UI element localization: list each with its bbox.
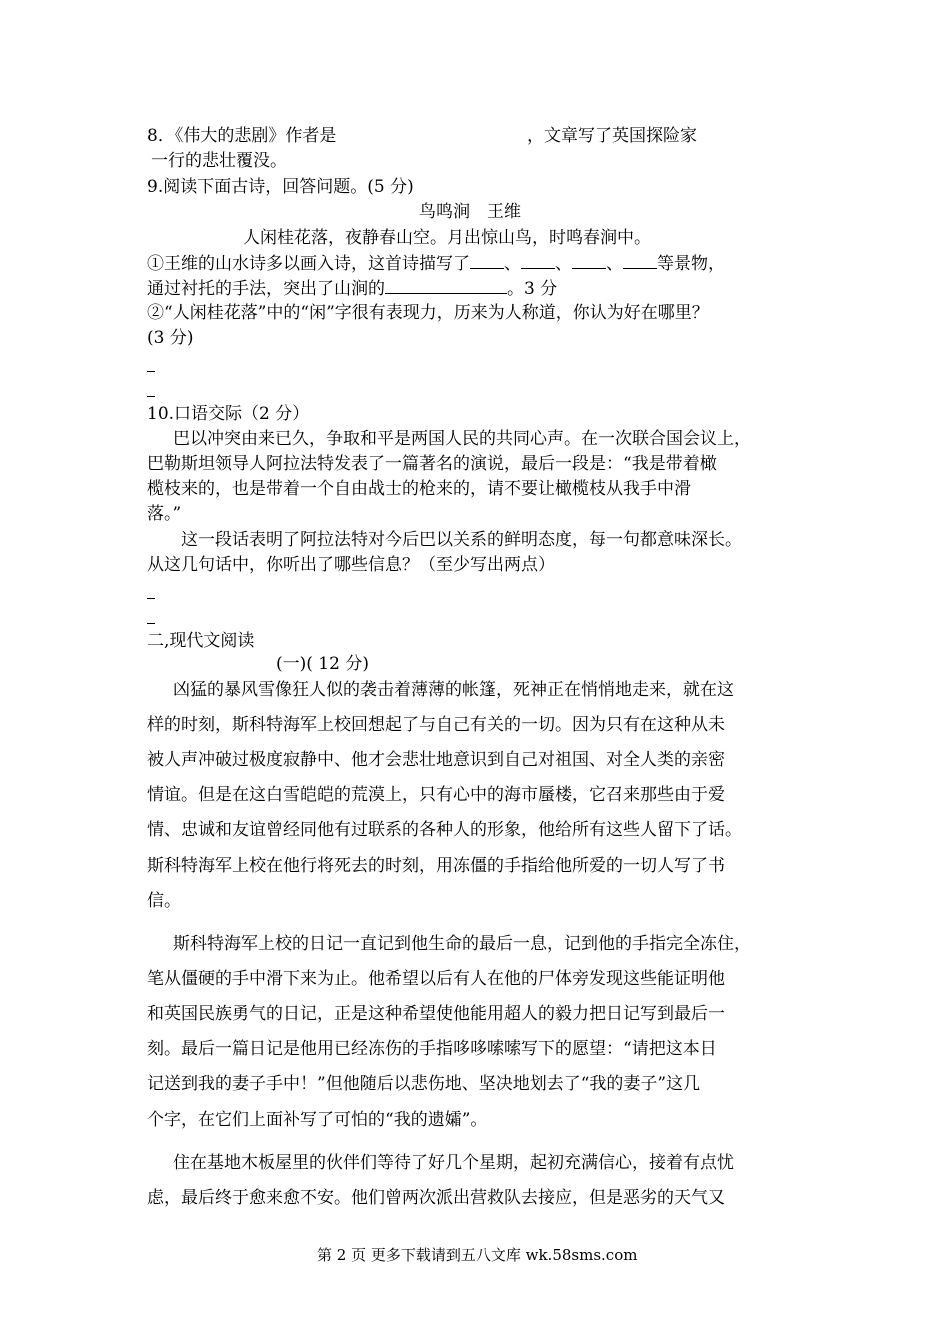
separator: 、 [504,254,521,274]
para1-line: 样的时刻，斯科特海军上校回想起了与自己有关的一切。因为只有在这种从未 [147,715,725,735]
q10-p2-line: 这一段话表明了阿拉法特对今后巴以关系的鲜明态度，每一句都意味深长。 [181,530,742,550]
q8-line1 [147,125,336,147]
q10-p1-line: 巴勒斯坦领导人阿拉法特发表了一篇著名的演说，最后一段是：“我是带着橄 [147,454,717,474]
para1-line: 情谊。但是在这白雪皑皑的荒漠上，只有心中的海市蜃楼，它召来那些由于爱 [147,785,725,805]
para1-line: 被人声冲破过极度寂静中、他才会悲壮地意识到自己对祖国、对全人类的亲密 [147,750,725,770]
para2-line: 笔从僵硬的手中滑下来为止。他希望以后有人在他的尸体旁发现这些能证明他 [147,969,725,989]
poem-title: 鸟鸣涧 王维 [419,202,521,222]
answer-line[interactable] [147,371,155,372]
q9-sub1-tail: 等景物， [657,254,725,274]
answer-blank-5[interactable] [385,277,507,294]
q9-sub1-line1 [147,252,725,275]
q8-line2: 一行的悲壮覆没。 [151,151,287,171]
para1-line: 斯科特海军上校在他行将死去的时刻，用冻僵的手指给他所爱的一切人写了书 [147,856,725,876]
q9-sub2-line1: ②“人闲桂花落”中的“闲”字很有表现力，历来为人称道，你认为好在哪里？ [147,303,709,323]
para3-line: 虑，最后终于愈来愈不安。他们曾两次派出营救队去接应，但是恶劣的天气又 [147,1188,725,1208]
q10-heading: 10.口语交际（2 分） [147,404,310,424]
section-subheading: (一)( 12 分) [276,654,369,674]
para1-line: 情、忠诚和友谊曾经同他有过联系的各种人的形象，他给所有这些人留下了话。 [147,820,742,840]
para2-line: 和英国民族勇气的日记，正是这种希望使他能用超人的毅力把日记写到最后一 [147,1004,725,1024]
para3-line: 住在基地木板屋里的伙伴们等待了好几个星期，起初充满信心，接着有点忧 [173,1153,734,1173]
separator: 、 [555,254,572,274]
q9-sub1-score: 。3 分 [507,279,558,299]
answer-line[interactable] [147,598,155,599]
q8-suffix: ，文章写了英国探险家 [527,126,697,146]
poem-body: 人闲桂花落，夜静春山空。月出惊山鸟，时鸣春涧中。 [243,228,651,248]
q9-heading: 9.阅读下面古诗，回答问题。(5 分) [147,177,414,197]
answer-blank-2[interactable] [521,252,555,269]
q10-p2-line: 从这几句话中，你听出了哪些信息？（至少写出两点） [147,555,555,575]
answer-blank-1[interactable] [470,252,504,269]
page-footer: 第 2 页 更多下载请到五八文库 wk.58sms.com [317,1246,638,1264]
q9-sub1-prompt: ①王维的山水诗多以画入诗，这首诗描写了 [147,254,470,274]
answer-line[interactable] [147,396,155,397]
answer-blank-3[interactable] [572,252,606,269]
para2-line: 个字，在它们上面补写了可怕的“我的遗孀”。 [147,1110,488,1130]
q9-sub1-line2 [147,277,557,300]
answer-line[interactable] [147,623,155,624]
q9-sub1-prompt2: 通过衬托的手法，突出了山涧的 [147,279,385,299]
para2-line: 斯科特海军上校的日记一直记到他生命的最后一息，记到他的手指完全冻住， [173,934,751,954]
para1-line: 信。 [147,891,181,911]
q10-p1-line: 榄枝来的，也是带着一个自由战士的枪来的，请不要让橄榄枝从我手中滑 [147,479,691,499]
para1-line: 凶猛的暴风雪像狂人似的袭击着薄薄的帐篷，死神正在悄悄地走来，就在这 [173,680,734,700]
section-heading: 二,现代文阅读 [147,631,255,651]
q9-sub2-line2: (3 分) [147,328,194,348]
q8-prefix: 8．《伟大的悲剧》作者是 [147,126,337,146]
q10-p1-line: 落。” [147,504,182,524]
q10-p1-line: 巴以冲突由来已久，争取和平是两国人民的共同心声。在一次联合国会议上， [173,429,751,449]
answer-blank-4[interactable] [623,252,657,269]
para2-line: 记送到我的妻子手中！”但他随后以悲伤地、坚决地划去了“我的妻子”这几 [147,1074,701,1094]
para2-line: 刻。最后一篇日记是他用已经冻伤的手指哆哆嗦嗦写下的愿望：“请把这本日 [147,1039,717,1059]
separator: 、 [606,254,623,274]
